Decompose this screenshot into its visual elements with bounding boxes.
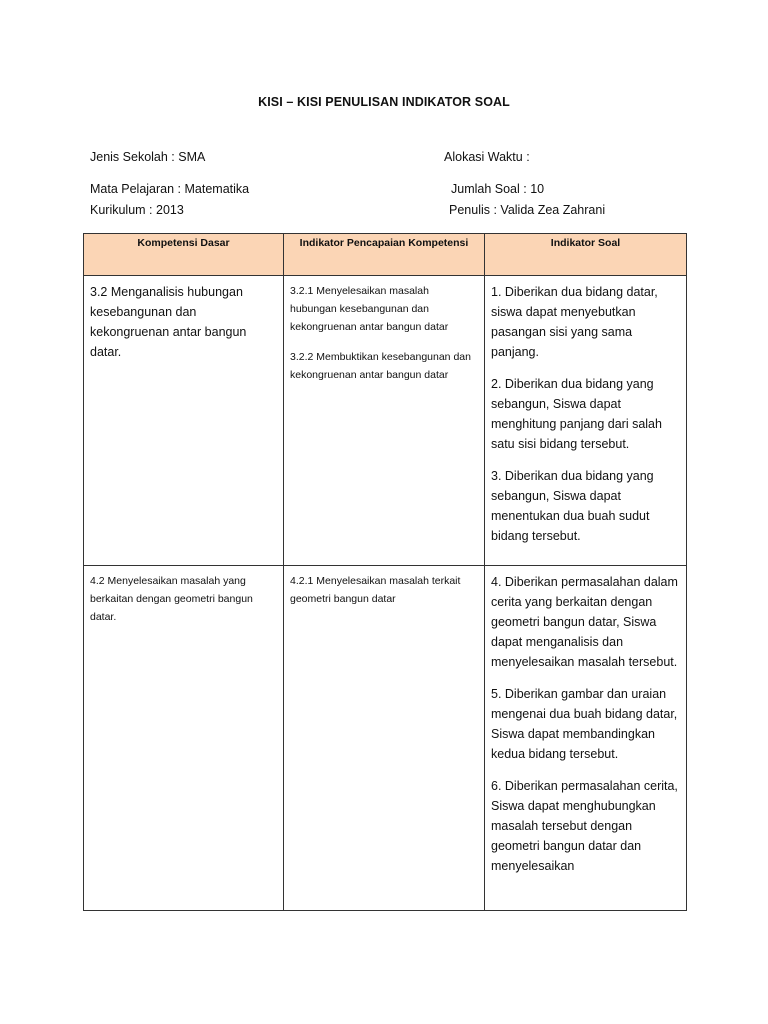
jenis-sekolah: Jenis Sekolah : SMA [90,150,206,164]
soal-item: 6. Diberikan permasalahan cerita, Siswa dapat menghubungkan masalah tersebut dengan geometri bangun datar dan menyelesaikan [491,779,678,873]
soal-cell [485,276,687,566]
soal-item: 2. Diberikan dua bidang yang sebangun, Siswa dapat menghitung panjang dari salah satu sisi bidang tersebut. [491,377,662,451]
ipk-item: 3.2.1 Menyelesaikan masalah hubungan kesebangunan dan kekongruenan antar bangun datar [290,285,449,333]
ipk-item: 4.2.1 Menyelesaikan masalah terkait geometri bangun datar [290,575,461,605]
soal-item: 5. Diberikan gambar dan uraian mengenai dua buah bidang datar, Siswa dapat membandingkan kedua bidang tersebut. [491,687,678,761]
header-kompetensi-dasar: Kompetensi Dasar [84,234,284,276]
table-header-row [84,234,687,276]
alokasi-waktu: Alokasi Waktu : [444,150,530,164]
kisi-table [83,233,687,911]
soal-item: 3. Diberikan dua bidang yang sebangun, Siswa dapat menentukan dua buah sudut bidang tersebut. [491,469,654,543]
kurikulum: Kurikulum : 2013 [90,203,184,217]
soal-item: 1. Diberikan dua bidang datar, siswa dapat menyebutkan pasangan sisi yang sama panjang. [491,285,658,359]
soal-item: 4. Diberikan permasalahan dalam cerita yang berkaitan dengan geometri bangun datar, Siswa dapat menganalisis dan menyelesaikan masalah tersebut. [491,575,678,669]
jumlah-soal: Jumlah Soal : 10 [451,182,545,196]
ipk-cell [284,276,485,566]
header-indikator-pencapaian: Indikator Pencapaian Kompetensi [284,234,485,276]
header-indikator-soal: Indikator Soal [485,234,687,276]
table-row [84,566,687,911]
ipk-item: 3.2.2 Membuktikan kesebangunan dan kekongruenan antar bangun datar [290,351,471,381]
penulis: Penulis : Valida Zea Zahrani [449,203,606,217]
table-row [84,276,687,566]
document-title: KISI – KISI PENULISAN INDIKATOR SOAL [258,95,510,109]
ipk-cell [284,566,485,911]
kd-cell [84,566,284,911]
kd-text: 3.2 Menganalisis hubungan kesebangunan dan kekongruenan antar bangun datar. [90,285,247,359]
kd-text: 4.2 Menyelesaikan masalah yang berkaitan dengan geometri bangun datar. [90,575,253,623]
kd-cell [84,276,284,566]
soal-cell [485,566,687,911]
mata-pelajaran: Mata Pelajaran : Matematika [90,182,250,196]
